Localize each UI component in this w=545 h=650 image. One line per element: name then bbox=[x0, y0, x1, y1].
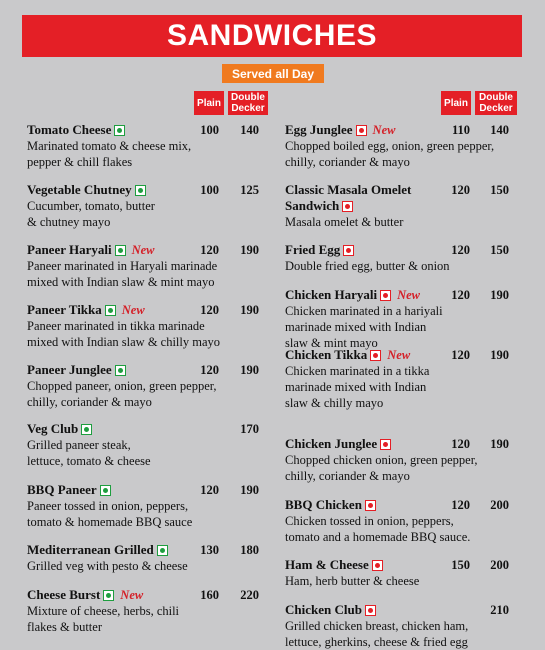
nonveg-icon bbox=[365, 605, 376, 616]
double-header-left: Double Decker bbox=[228, 91, 268, 115]
plain-price: 110 bbox=[451, 123, 470, 137]
item-description: Paneer marinated in tikka marinade bbox=[27, 319, 205, 333]
item-description: Marinated tomato & cheese mix, bbox=[27, 139, 192, 153]
plain-price: 120 bbox=[200, 363, 219, 377]
menu-item[interactable] bbox=[285, 182, 540, 230]
item-description: Chopped paneer, onion, green pepper, bbox=[27, 379, 217, 393]
veg-icon bbox=[115, 365, 126, 376]
item-title-row-2 bbox=[285, 198, 540, 214]
item-name: Paneer Haryali bbox=[27, 242, 112, 257]
double-price: 190 bbox=[240, 303, 259, 317]
item-description: mixed with Indian slaw & chilly mayo bbox=[27, 335, 221, 349]
item-description: Mixture of cheese, herbs, chili bbox=[27, 604, 180, 618]
item-description: Grilled paneer steak, bbox=[27, 438, 131, 452]
double-price: 140 bbox=[490, 123, 509, 137]
item-name: Tomato Cheese bbox=[27, 122, 112, 137]
menu-item[interactable] bbox=[285, 242, 540, 274]
double-price: 190 bbox=[240, 243, 259, 257]
item-title-row bbox=[27, 362, 267, 378]
double-price: 180 bbox=[240, 543, 259, 557]
nonveg-icon bbox=[342, 201, 353, 212]
item-title-row bbox=[285, 347, 540, 363]
item-description: Chicken marinated in a hariyali bbox=[285, 304, 443, 318]
item-title-row bbox=[27, 122, 267, 138]
double-price: 170 bbox=[240, 422, 259, 436]
menu-item[interactable] bbox=[27, 587, 267, 635]
title-banner bbox=[22, 15, 522, 57]
item-description: tomato and a homemade BBQ sauce. bbox=[285, 530, 471, 544]
menu-item[interactable] bbox=[285, 347, 540, 411]
item-title-row bbox=[27, 421, 267, 437]
new-label: New bbox=[121, 303, 145, 317]
item-title-row bbox=[285, 242, 540, 258]
item-description: flakes & butter bbox=[27, 620, 102, 634]
nonveg-icon bbox=[380, 290, 391, 301]
item-description: Grilled veg with pesto & cheese bbox=[27, 559, 188, 573]
item-name: Paneer Tikka bbox=[27, 302, 102, 317]
nonveg-icon bbox=[380, 439, 391, 450]
menu-item[interactable] bbox=[27, 122, 267, 170]
item-name: Paneer Junglee bbox=[27, 362, 112, 377]
veg-icon bbox=[100, 485, 111, 496]
double-price: 190 bbox=[490, 437, 509, 451]
item-name: Chicken Junglee bbox=[285, 436, 378, 451]
nonveg-icon bbox=[365, 500, 376, 511]
menu-item[interactable] bbox=[285, 287, 540, 351]
item-name: Chicken Haryali bbox=[285, 287, 378, 302]
item-title-row bbox=[285, 557, 540, 573]
plain-header-left: Plain bbox=[194, 91, 224, 115]
item-description: Grilled chicken breast, chicken ham, bbox=[285, 619, 469, 633]
item-description: & chutney mayo bbox=[27, 215, 111, 229]
item-description: chilly, coriander & mayo bbox=[285, 469, 410, 483]
new-label: New bbox=[397, 288, 421, 302]
new-label: New bbox=[131, 243, 155, 257]
item-name-continued: Sandwich bbox=[285, 198, 340, 213]
menu-item[interactable] bbox=[27, 542, 267, 574]
veg-icon bbox=[114, 125, 125, 136]
veg-icon bbox=[105, 305, 116, 316]
menu-item[interactable] bbox=[285, 122, 540, 170]
menu-item[interactable] bbox=[27, 362, 267, 410]
item-title-row bbox=[27, 242, 267, 258]
served-badge: Served all Day bbox=[222, 64, 324, 83]
plain-price: 120 bbox=[200, 243, 219, 257]
item-title-row bbox=[285, 287, 540, 303]
menu-item[interactable] bbox=[27, 242, 267, 290]
menu-item[interactable] bbox=[27, 421, 267, 469]
plain-price: 100 bbox=[200, 183, 219, 197]
veg-icon bbox=[135, 185, 146, 196]
plain-price: 120 bbox=[451, 243, 470, 257]
plain-price: 150 bbox=[451, 558, 470, 572]
item-description: chilly, coriander & mayo bbox=[27, 395, 152, 409]
double-price: 140 bbox=[240, 123, 259, 137]
item-title-row bbox=[285, 602, 540, 618]
double-price: 125 bbox=[240, 183, 259, 197]
item-description: chilly, coriander & mayo bbox=[285, 155, 410, 169]
double-price: 220 bbox=[240, 588, 259, 602]
new-label: New bbox=[372, 123, 396, 137]
menu-item[interactable] bbox=[27, 182, 267, 230]
plain-price: 120 bbox=[451, 183, 470, 197]
new-label: New bbox=[387, 348, 411, 362]
double-price: 190 bbox=[490, 348, 509, 362]
item-title-row bbox=[27, 587, 267, 603]
item-description: Paneer tossed in onion, peppers, bbox=[27, 499, 189, 513]
item-name: Cheese Burst bbox=[27, 587, 101, 602]
veg-icon bbox=[115, 245, 126, 256]
nonveg-icon bbox=[356, 125, 367, 136]
item-name: Mediterranean Grilled bbox=[27, 542, 154, 557]
item-name: Fried Egg bbox=[285, 242, 341, 257]
item-title-row bbox=[285, 182, 540, 198]
veg-icon bbox=[81, 424, 92, 435]
item-title-row bbox=[27, 182, 267, 198]
plain-price: 130 bbox=[200, 543, 219, 557]
item-name: Chicken Tikka bbox=[285, 347, 368, 362]
item-description: tomato & homemade BBQ sauce bbox=[27, 515, 193, 529]
plain-price: 160 bbox=[200, 588, 219, 602]
double-price: 190 bbox=[240, 483, 259, 497]
double-header-right: Double Decker bbox=[475, 91, 517, 115]
item-description: slaw & mint mayo bbox=[285, 336, 378, 350]
item-description: pepper & chill flakes bbox=[27, 155, 133, 169]
plain-price: 120 bbox=[451, 348, 470, 362]
item-description: Cucumber, tomato, butter bbox=[27, 199, 155, 213]
plain-header-right: Plain bbox=[441, 91, 471, 115]
item-description: Chopped chicken onion, green pepper, bbox=[285, 453, 478, 467]
item-description: marinade mixed with Indian bbox=[285, 320, 427, 334]
item-name: Classic Masala Omelet bbox=[285, 182, 412, 197]
veg-icon bbox=[157, 545, 168, 556]
menu-item[interactable] bbox=[285, 602, 540, 650]
plain-price: 120 bbox=[200, 483, 219, 497]
plain-price: 120 bbox=[451, 288, 470, 302]
double-price: 210 bbox=[490, 603, 509, 617]
item-description: Chicken marinated in a tikka bbox=[285, 364, 430, 378]
item-description: Chicken tossed in onion, peppers, bbox=[285, 514, 454, 528]
plain-price: 120 bbox=[200, 303, 219, 317]
item-title-row bbox=[27, 542, 267, 558]
menu-item[interactable] bbox=[285, 497, 540, 545]
menu-item[interactable] bbox=[285, 436, 540, 484]
item-name: BBQ Chicken bbox=[285, 497, 362, 512]
veg-icon bbox=[103, 590, 114, 601]
item-name: Veg Club bbox=[27, 421, 79, 436]
menu-item[interactable] bbox=[285, 557, 540, 589]
item-description: marinade mixed with Indian bbox=[285, 380, 427, 394]
item-name: BBQ Paneer bbox=[27, 482, 97, 497]
item-description: slaw & chilly mayo bbox=[285, 396, 384, 410]
item-title-row bbox=[27, 482, 267, 498]
nonveg-icon bbox=[372, 560, 383, 571]
plain-price: 120 bbox=[451, 437, 470, 451]
double-price: 190 bbox=[240, 363, 259, 377]
double-price: 200 bbox=[490, 558, 509, 572]
item-description: mixed with Indian slaw & mint mayo bbox=[27, 275, 215, 289]
double-price: 200 bbox=[490, 498, 509, 512]
page-title: SANDWICHES bbox=[166, 19, 377, 52]
item-description: Chopped boiled egg, onion, green pepper, bbox=[285, 139, 495, 153]
item-name: Vegetable Chutney bbox=[27, 182, 132, 197]
item-title-row bbox=[285, 497, 540, 513]
item-name: Chicken Club bbox=[285, 602, 362, 617]
item-title-row bbox=[27, 302, 267, 318]
item-name: Egg Junglee bbox=[285, 122, 353, 137]
nonveg-icon bbox=[343, 245, 354, 256]
menu-item[interactable] bbox=[27, 302, 267, 350]
item-description: Masala omelet & butter bbox=[285, 215, 404, 229]
double-price: 150 bbox=[490, 243, 509, 257]
item-description: lettuce, gherkins, cheese & fried egg bbox=[285, 635, 468, 649]
item-title-row bbox=[285, 122, 540, 138]
nonveg-icon bbox=[370, 350, 381, 361]
item-description: Ham, herb butter & cheese bbox=[285, 574, 420, 588]
plain-price: 100 bbox=[200, 123, 219, 137]
item-title-row bbox=[285, 436, 540, 452]
item-description: lettuce, tomato & cheese bbox=[27, 454, 151, 468]
new-label: New bbox=[120, 588, 144, 602]
item-description: Double fried egg, butter & onion bbox=[285, 259, 450, 273]
menu-item[interactable] bbox=[27, 482, 267, 530]
double-price: 150 bbox=[490, 183, 509, 197]
item-description: Paneer marinated in Haryali marinade bbox=[27, 259, 218, 273]
double-price: 190 bbox=[490, 288, 509, 302]
item-name: Ham & Cheese bbox=[285, 557, 369, 572]
plain-price: 120 bbox=[451, 498, 470, 512]
